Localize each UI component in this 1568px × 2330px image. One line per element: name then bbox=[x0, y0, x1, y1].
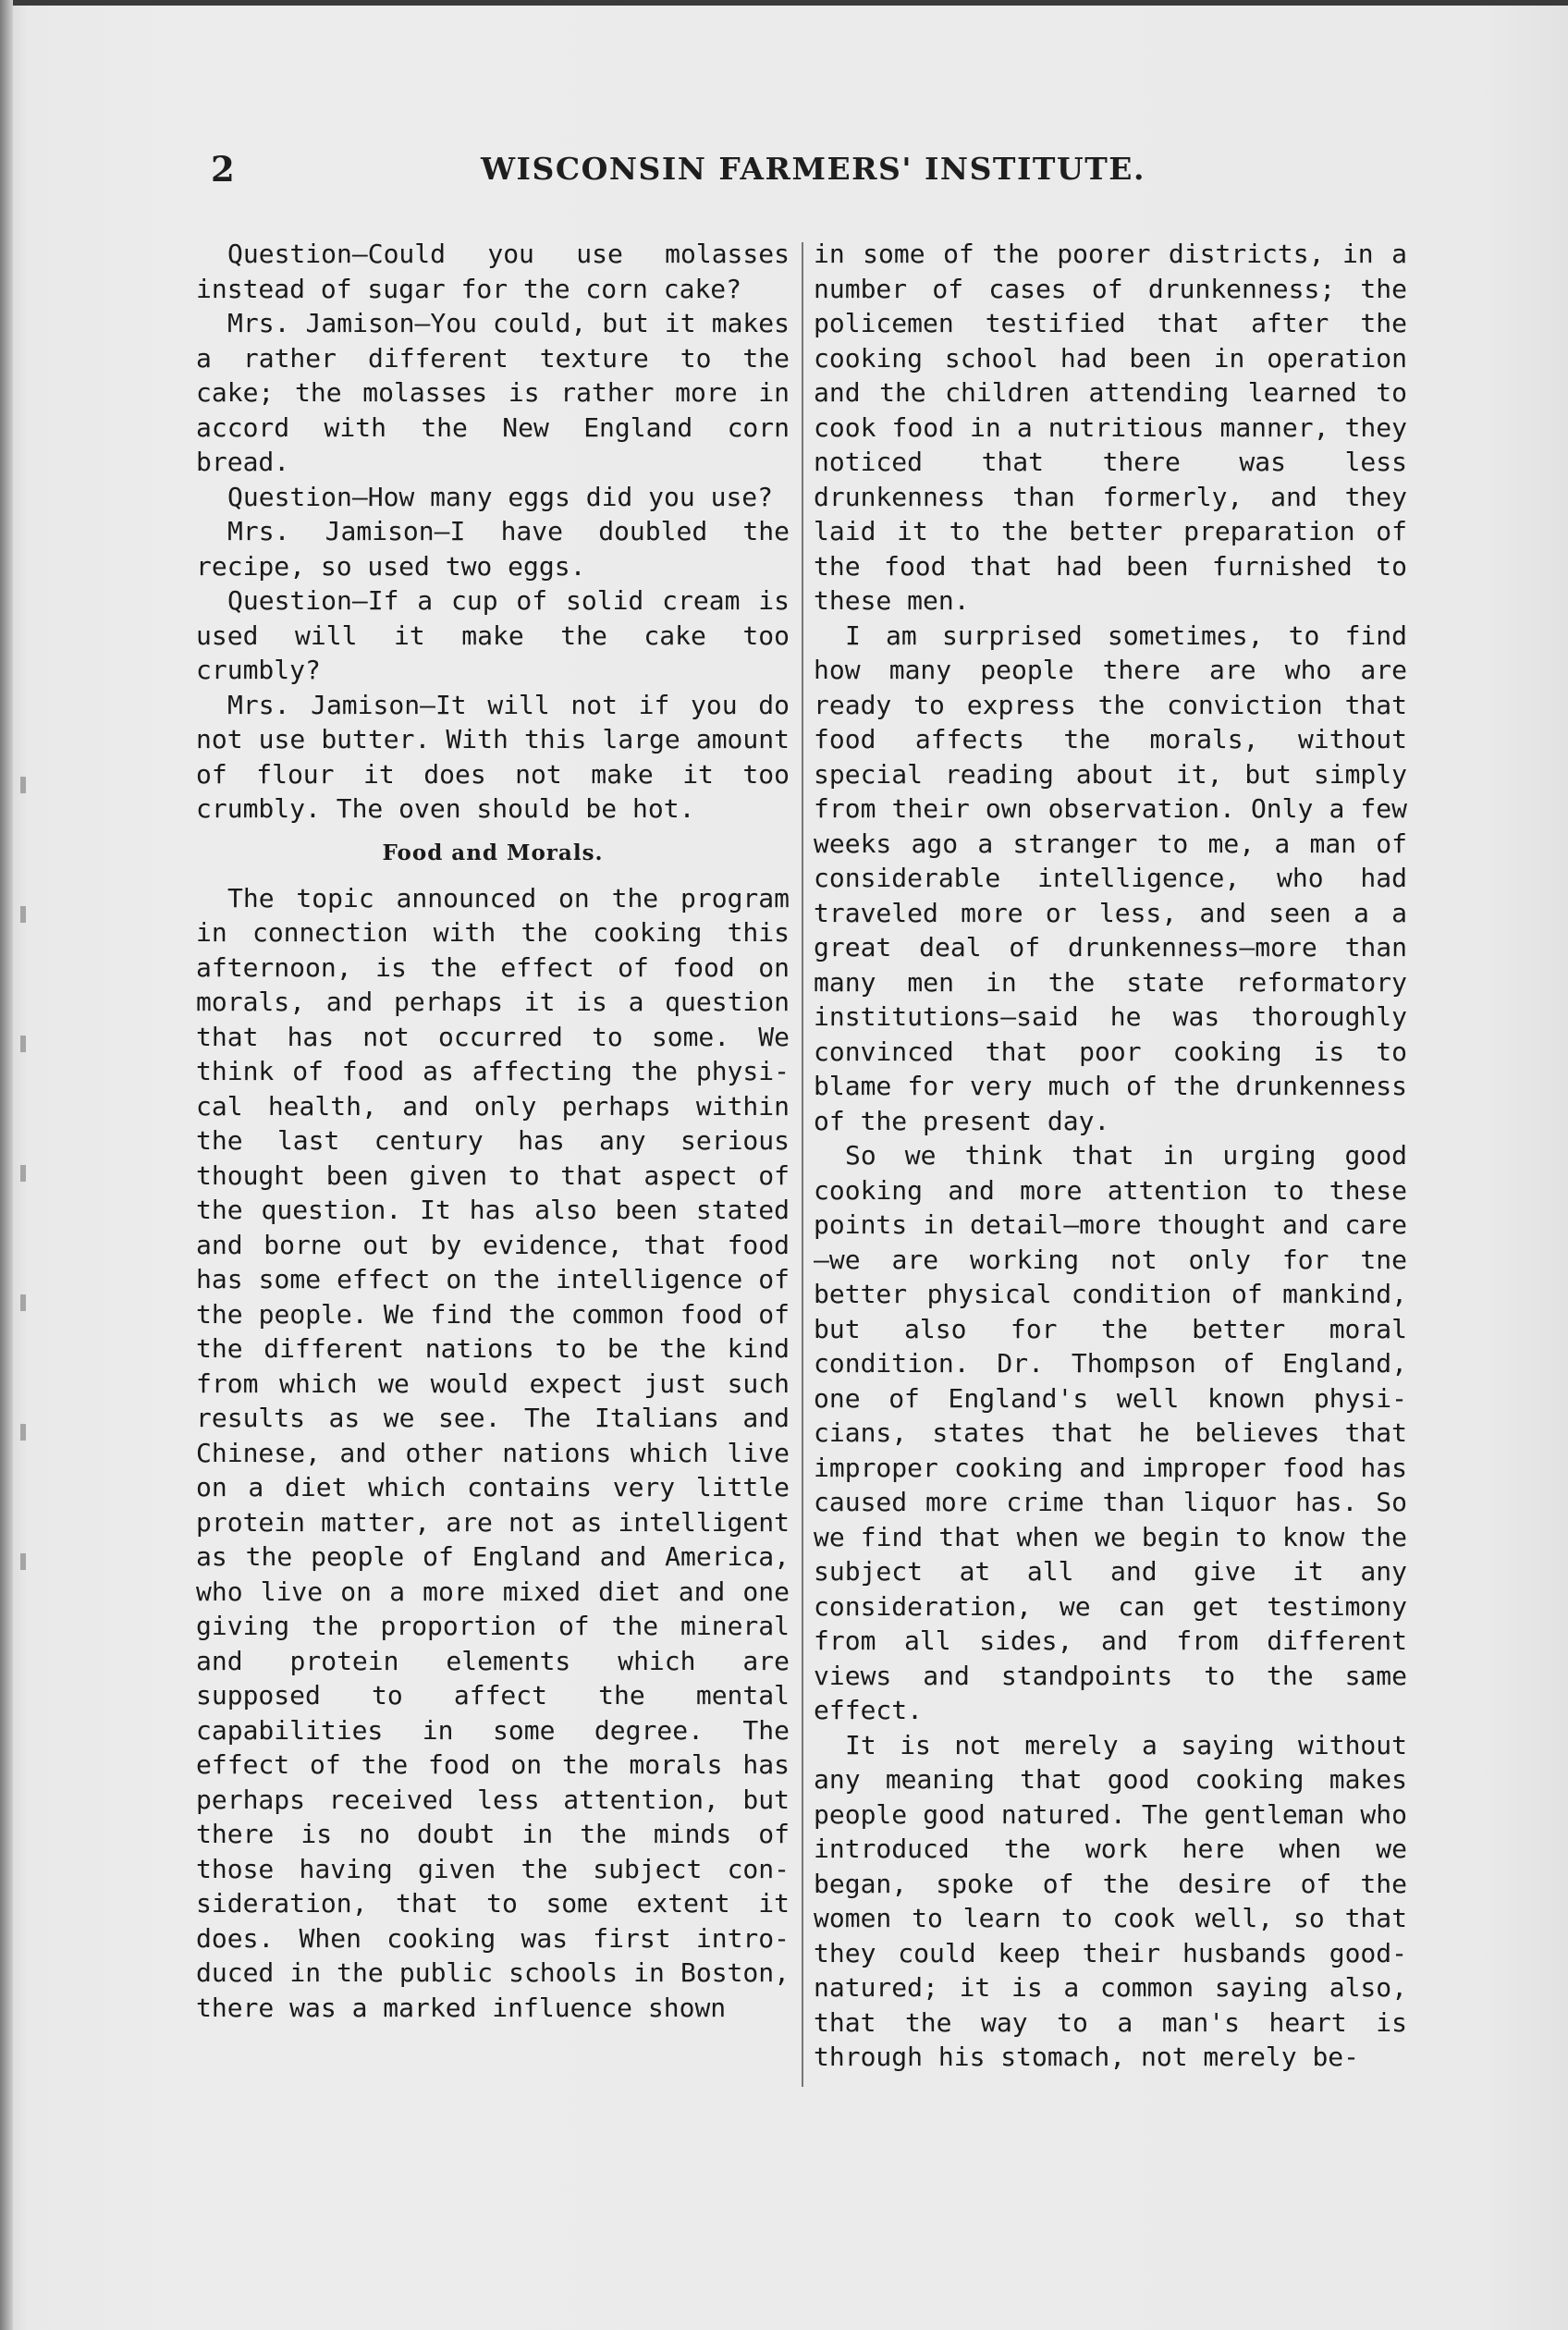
column-divider bbox=[802, 242, 803, 2087]
running-head: WISCONSIN FARMERS' INSTITUTE. bbox=[481, 151, 1145, 187]
paragraph: So we think that in urging good cooking and more attention to these points in detail—more thought and care—we are working not only for tne better physical condition of mankind, but also for the better moral condition. Dr. Thompson of England, one of England's well known physicians, states that he believes that improper cooking and improper food has caused more crime than liquor has. So we find that when we begin to know the subject at all and give it any consideration, we can get testimony from all sides, and from different views and standpoints to the same effect. bbox=[814, 1140, 1407, 1725]
paragraph: The topic announced on the program in connection with the cooking this afternoon, is the effect of food on morals, and perhaps it is a question that has not occurred to some. We think of food as affecting the physical health, and only perhaps within the last century has any serious thought been given to that aspect of the question. It has also been stated and borne out by evidence, that food has some effect on the intelligence of the people. We find the common food of the different nations to be the kind from which we would expect just such results as we see. The Italians and Chinese, and other nations which live on a diet which contains very little protein matter, are not as intelligent as the people of England and America, who live on a more mixed diet and one giving the proportion of the mineral and protein elements which are supposed to affect the mental capabilities in some degree. The effect of the food on the morals has perhaps received less attention, but there is no doubt in the minds of those having given the subject consideration, that to some extent it does. When cooking was first introduced in the public schools in Boston, there was a marked influence shown bbox=[196, 882, 790, 2023]
page-number: 2 bbox=[211, 149, 235, 190]
paragraph: Mrs. Jamison—It will not if you do not use butter. With this large amount of flour it does not make it too crumbly. The oven should be hot. bbox=[196, 689, 790, 824]
paragraph: I am surprised sometimes, to find how many people there are who are ready to express the conviction that food affects the morals, without special reading about it, but simply from their own observation. Only a few weeks ago a stranger to me, a man of considerable intelligence, who had traveled more or less, and seen a a great deal of drunkenness—more than many men in the state reformatory institutions—said he was thoroughly convinced that poor cooking is to blame for very much of the drunkenness of the present day. bbox=[814, 619, 1407, 1136]
paragraph: Mrs. Jamison—You could, but it makes a rather different texture to the cake; the molasses is rather more in accord with the New England corn bread. bbox=[196, 308, 790, 477]
binding-marks bbox=[20, 721, 26, 1646]
section-heading: Food and Morals. bbox=[382, 840, 604, 865]
paragraph: Question—If a cup of solid cream is used will it make the cake too crumbly? bbox=[196, 585, 790, 685]
page-binding-edge bbox=[0, 0, 13, 2330]
paragraph: It is not merely a saying without any meaning that good cooking makes people good natured. The gentleman who introduced the work here when we began, spoke of the desire of the women to learn to cook well, so that they could keep their husbands good-natured; it is a common saying also, that the way to a man's heart is through his stomach, not merely be- bbox=[814, 1729, 1407, 2072]
paragraph: Question—Could you use molasses instead of sugar for the corn cake? bbox=[196, 239, 790, 304]
page-top-edge bbox=[0, 0, 1568, 6]
paragraph: Question—How many eggs did you use? bbox=[227, 481, 774, 512]
left-column bbox=[196, 237, 790, 2025]
right-column bbox=[814, 237, 1407, 2075]
paragraph: Mrs. Jamison—I have doubled the recipe, so used two eggs. bbox=[196, 516, 790, 582]
paragraph-continued: in some of the poorer districts, in a number of cases of drunkenness; the policemen testified that after the cooking school had been in operation and the children attending learned to cook food in a nutritious manner, they noticed that there was less drunkenness than formerly, and they laid it to the better preparation of the food that had been furnished to these men. bbox=[814, 239, 1407, 616]
page-header bbox=[0, 146, 1568, 192]
